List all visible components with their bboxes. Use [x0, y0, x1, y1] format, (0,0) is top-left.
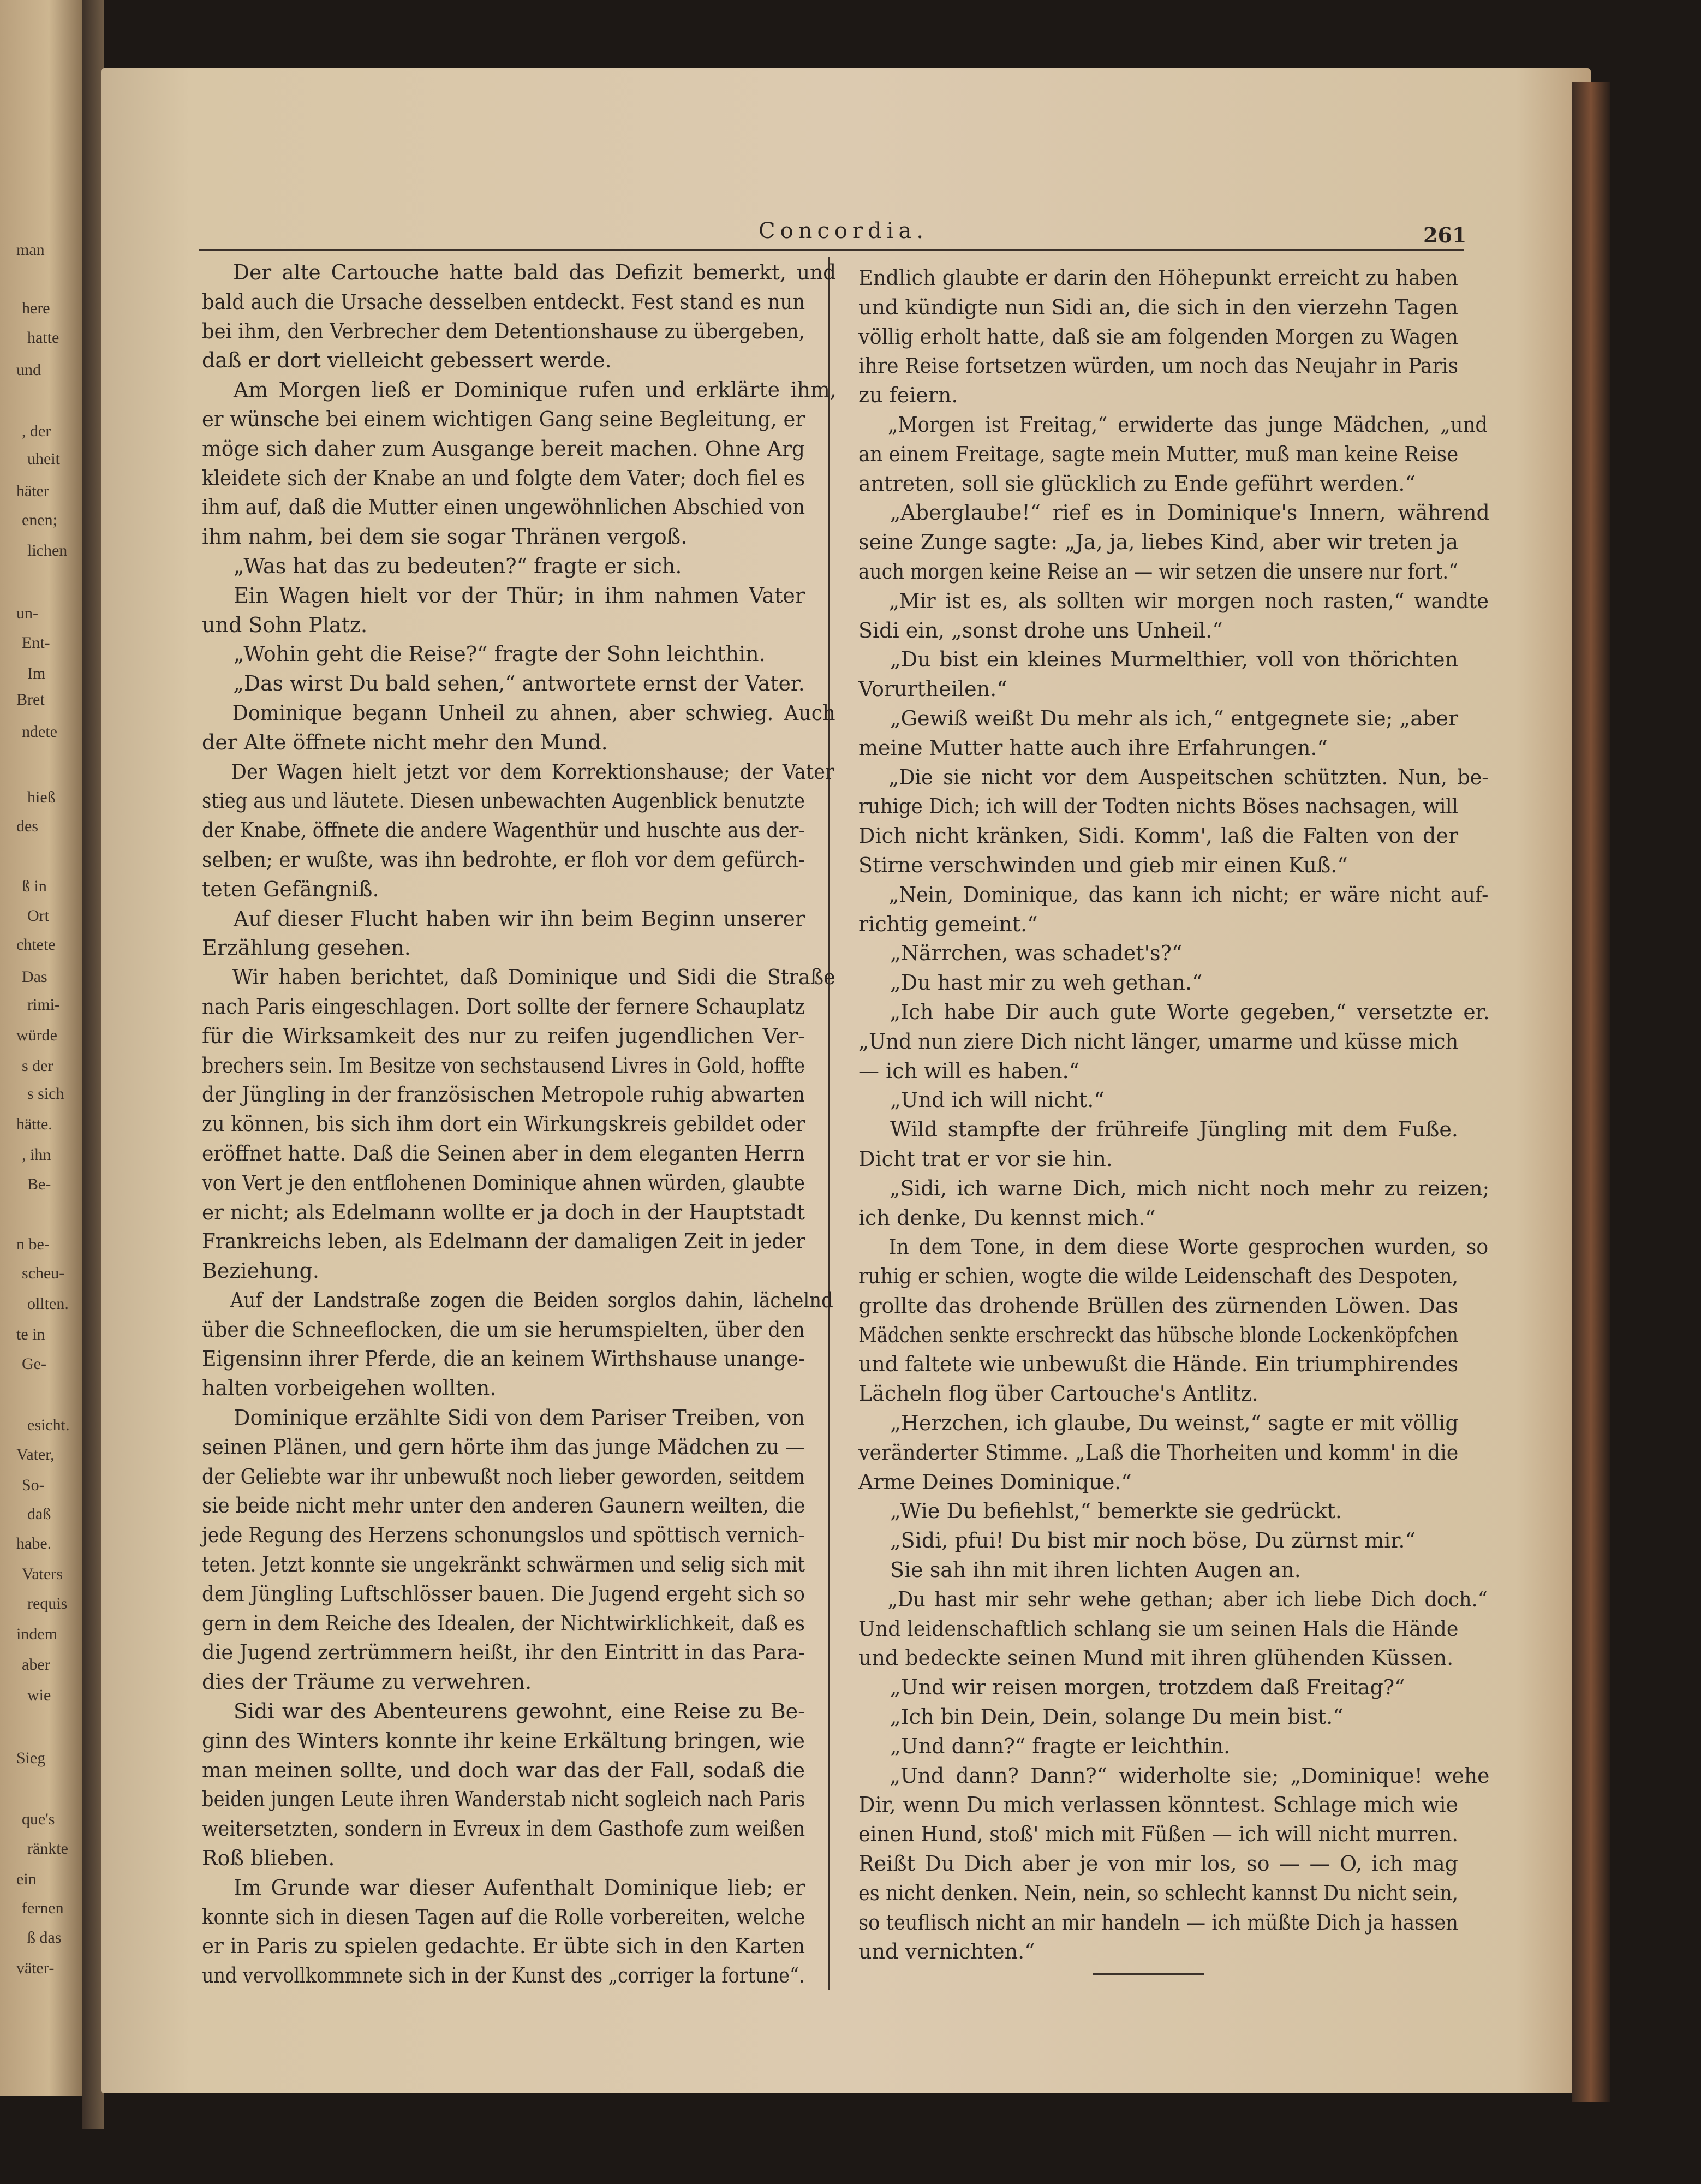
- text-line: „Du hast mir sehr wehe gethan; aber ich liebe Dich doch.“: [887, 1587, 1488, 1611]
- text-line: meine Mutter hatte auch ihre Erfahrungen.“: [858, 735, 1328, 760]
- previous-page-fragment: rimi-: [27, 996, 60, 1014]
- text-line: Dominique erzählte Sidi von dem Pariser Treiben, von: [234, 1406, 805, 1430]
- previous-page-fragment: Sieg: [16, 1749, 46, 1767]
- header-rule: [199, 249, 1464, 251]
- paragraph: [858, 704, 1458, 763]
- previous-page-fragment: man: [16, 241, 45, 259]
- text-line: er wünsche bei einem wichtigen Gang seine Begleitung, er: [202, 407, 805, 431]
- page-number: 261: [1423, 223, 1467, 247]
- text-line: Dominique begann Unheil zu ahnen, aber schwieg. Auch: [232, 700, 835, 725]
- previous-page-fragment: des: [16, 817, 38, 835]
- text-line: der Alte öffnete nicht mehr den Mund.: [202, 730, 608, 754]
- text-line: dem Jüngling Luftschlösser bauen. Die Jugend ergeht sich so: [202, 1581, 805, 1606]
- text-line: über die Schneeflocken, die um sie herumspielten, über den: [202, 1317, 805, 1342]
- text-line: In dem Tone, in dem diese Worte gesprochen wurden, so: [888, 1235, 1489, 1259]
- previous-page-fragment: und: [16, 361, 41, 379]
- previous-page-fragment: , ihn: [22, 1146, 51, 1164]
- text-line: möge sich daher zum Ausgange bereit machen. Ohne Arg: [202, 436, 805, 461]
- text-line: ihm nahm, bei dem sie sogar Thränen vergoß.: [202, 525, 688, 549]
- text-line: Sidi ein, „sonst drohe uns Unheil.“: [858, 618, 1223, 642]
- text-line: „Ich bin Dein, Dein, solange Du mein bist.“: [890, 1705, 1344, 1729]
- previous-page-fragment: aber: [22, 1656, 50, 1674]
- previous-page-fragment: Ort: [27, 907, 49, 925]
- previous-page-fragment: väter-: [16, 1959, 55, 1977]
- text-line: „Du hast mir zu weh gethan.“: [890, 971, 1203, 995]
- text-line: ginn des Winters konnte ihr keine Erkältung bringen, wie: [202, 1728, 805, 1753]
- column-divider: [828, 257, 830, 1990]
- text-line: „Närrchen, was schadet's?“: [890, 941, 1183, 966]
- text-line: zu können, bis sich ihm dort ein Wirkungskreis gebildet oder: [202, 1112, 805, 1136]
- previous-page-fragment: te in: [16, 1325, 45, 1343]
- text-line: „Mir ist es, als sollten wir morgen noch rasten,“ wandte: [888, 588, 1489, 613]
- previous-page-fragment: un-: [16, 604, 38, 622]
- text-line: stieg aus und läutete. Diesen unbewachten Augenblick benutzte: [202, 789, 805, 813]
- paragraph: [858, 1526, 1458, 1556]
- paragraph: [858, 264, 1458, 410]
- previous-page-fragment: indem: [16, 1625, 57, 1643]
- paragraph: [202, 904, 805, 963]
- text-line: „Und wir reisen morgen, trotzdem daß Freitag?“: [890, 1675, 1405, 1700]
- paragraph: [202, 376, 837, 552]
- previous-page-fragment: fernen: [22, 1899, 64, 1917]
- text-line: Vorurtheilen.“: [858, 677, 1007, 701]
- paragraph: [202, 640, 805, 669]
- text-line: Und leidenschaftlich schlang sie um seinen Hals die Hände: [858, 1616, 1459, 1641]
- paragraph: [202, 1403, 805, 1697]
- text-line: Der Wagen hielt jetzt vor dem Korrektionshause; der Vater: [231, 759, 834, 784]
- text-line: Reißt Du Dich aber je von mir los, so — — O, ich mag: [858, 1852, 1458, 1876]
- paragraph: [858, 1409, 1458, 1497]
- previous-page-fragment: hatte: [27, 329, 59, 347]
- previous-page-fragment: Bret: [16, 691, 45, 709]
- previous-page-fragment: s sich: [27, 1085, 64, 1103]
- paragraph: [858, 410, 1488, 498]
- paragraph: [858, 587, 1489, 646]
- text-line: der Knabe, öffnete die andere Wagenthür und huschte aus der-: [202, 818, 805, 843]
- text-line: „Und ich will nicht.“: [890, 1088, 1105, 1112]
- text-line: von Vert je den entflohenen Dominique ahnen würden, glaubte: [202, 1170, 805, 1195]
- text-line: „Wohin geht die Reise?“ fragte der Sohn leichthin.: [234, 642, 766, 666]
- paragraph: [858, 1233, 1489, 1409]
- text-line: der Geliebte war ihr unbewußt noch lieber geworden, seitdem: [202, 1464, 805, 1489]
- text-line: Im Grunde war dieser Aufenthalt Dominique lieb; er: [234, 1875, 805, 1900]
- previous-page-fragment: here: [22, 299, 50, 317]
- text-line: „Wie Du befiehlst,“ bemerkte sie gedrückt.: [890, 1499, 1342, 1524]
- text-line: an einem Freitage, sagte mein Mutter, muß man keine Reise: [858, 442, 1459, 466]
- previous-page-fragment: Vaters: [22, 1565, 63, 1583]
- previous-page-fragment: chtete: [16, 936, 56, 954]
- text-line: Stirne verschwinden und gieb mir einen Kuß.“: [858, 853, 1348, 877]
- book-gutter: [82, 0, 104, 2129]
- previous-page-fragment: ß in: [22, 877, 47, 895]
- paragraph: [858, 1086, 1458, 1115]
- paragraph: [858, 968, 1458, 998]
- text-line: Sie sah ihn mit ihren lichten Augen an.: [890, 1558, 1301, 1582]
- previous-page-fragment: requis: [27, 1594, 68, 1612]
- paragraph: [858, 880, 1489, 939]
- text-line: er nicht; als Edelmann wollte er ja doch in der Hauptstadt: [202, 1200, 805, 1224]
- text-line: „Du bist ein kleines Murmelthier, voll von thörichten: [890, 647, 1458, 672]
- text-line: daß er dort vielleicht gebessert werde.: [202, 348, 612, 373]
- text-line: dies der Träume zu verwehren.: [202, 1670, 532, 1694]
- text-line: man meinen sollte, und doch war das der Fall, sodaß die: [202, 1758, 805, 1782]
- previous-page-fragment: So-: [22, 1476, 45, 1494]
- previous-page-fragment: Das: [22, 968, 47, 986]
- text-line: er in Paris zu spielen gedachte. Er übte sich in den Karten: [202, 1934, 805, 1959]
- text-line: Beziehung.: [202, 1259, 319, 1283]
- paragraph: [858, 1732, 1458, 1762]
- text-line: seinen Plänen, und gern hörte ihm das junge Mädchen zu —: [202, 1435, 805, 1459]
- text-line: Frankreichs leben, als Edelmann der damaligen Zeit in jeder: [202, 1229, 805, 1254]
- text-line: „Gewiß weißt Du mehr als ich,“ entgegnete sie; „aber: [890, 706, 1458, 730]
- text-line: Eigensinn ihrer Pferde, die an keinem Wirthshause unange-: [202, 1347, 805, 1371]
- previous-page-fragment: enen;: [22, 511, 57, 529]
- previous-page-fragment: s der: [22, 1057, 53, 1075]
- previous-page-fragment: ß das: [27, 1929, 62, 1947]
- text-line: der Jüngling in der französischen Metropole ruhig abwarten: [202, 1082, 805, 1107]
- paragraph: [202, 258, 837, 376]
- text-line: Am Morgen ließ er Dominique rufen und erklärte ihm,: [233, 378, 837, 402]
- text-line: grollte das drohende Brüllen des zürnenden Löwen. Das: [858, 1293, 1458, 1318]
- text-line: „Herzchen, ich glaube, Du weinst,“ sagte er mit völlig: [890, 1411, 1459, 1436]
- text-line: bald auch die Ursache desselben entdeckt. Fest stand es nun: [202, 289, 805, 314]
- text-line: brechers sein. Im Besitze von sechstausend Livres in Gold, hoffte: [202, 1053, 805, 1078]
- paragraph: [858, 939, 1458, 968]
- left-column: [202, 258, 837, 1991]
- text-line: Auf dieser Flucht haben wir ihn beim Beginn unserer: [234, 906, 805, 931]
- text-line: ruhig er schien, wogte die wilde Leidenschaft des Despoten,: [858, 1264, 1459, 1289]
- text-line: „Ich habe Dir auch gute Worte gegeben,“ versetzte er.: [890, 999, 1490, 1024]
- text-line: bei ihm, den Verbrecher dem Detentionshause zu übergeben,: [202, 319, 805, 343]
- text-line: Dir, wenn Du mich verlassen könntest. Schlage mich wie: [858, 1793, 1458, 1817]
- previous-page-fragment: häter: [16, 482, 49, 500]
- text-line: „Die sie nicht vor dem Auspeitschen schützten. Nun, be-: [888, 765, 1489, 789]
- text-line: teten. Jetzt konnte sie ungekränkt schwärmen und selig sich mit: [202, 1552, 805, 1577]
- paragraph: [858, 763, 1489, 880]
- previous-page-fragment: ein: [16, 1870, 37, 1888]
- text-line: ihm auf, daß die Mutter einen ungewöhnlichen Abschied von: [202, 495, 805, 520]
- text-line: ruhige Dich; ich will der Todten nichts Böses nachsagen, will: [858, 794, 1458, 819]
- paragraph: [202, 1873, 805, 1991]
- previous-page-fragment: scheu-: [22, 1264, 65, 1282]
- text-line: „Was hat das zu bedeuten?“ fragte er sich.: [234, 554, 682, 578]
- paragraph: [858, 1585, 1488, 1673]
- paragraph: [202, 1697, 805, 1873]
- text-line: beiden jungen Leute ihren Wanderstab nicht sogleich nach Paris: [202, 1787, 805, 1812]
- text-line: veränderter Stimme. „Laß die Thorheiten und komm' in die: [858, 1440, 1459, 1465]
- previous-page-fragment: ollten.: [27, 1295, 69, 1313]
- text-line: teten Gefängniß.: [202, 877, 379, 901]
- paragraph: [202, 963, 835, 1286]
- previous-page-fragment: ndete: [22, 723, 57, 741]
- previous-page-fragment: hieß: [27, 788, 56, 806]
- previous-page-fragment: hätte.: [16, 1115, 52, 1133]
- previous-page-fragment: Vater,: [16, 1445, 55, 1463]
- text-line: gern in dem Reiche des Idealen, der Nichtwirklichkeit, daß es: [202, 1611, 805, 1635]
- text-line: weitersetzten, sondern in Evreux in dem Gasthofe zum weißen: [202, 1817, 805, 1841]
- previous-page-fragment: que's: [22, 1810, 55, 1828]
- text-line: Dicht trat er vor sie hin.: [858, 1146, 1113, 1171]
- text-line: Endlich glaubte er darin den Höhepunkt erreicht zu haben: [858, 266, 1458, 290]
- previous-page-fragment: lichen: [27, 541, 68, 560]
- previous-page-edge: [0, 0, 82, 2096]
- text-line: Lächeln flog über Cartouche's Antlitz.: [858, 1382, 1258, 1406]
- paragraph: [202, 581, 805, 640]
- text-line: und bedeckte seinen Mund mit ihren glühenden Küssen.: [858, 1646, 1454, 1670]
- previous-page-fragment: uheit: [27, 450, 60, 468]
- paragraph: [858, 1115, 1458, 1174]
- text-line: „Nein, Dominique, das kann ich nicht; er wäre nicht auf-: [888, 882, 1489, 907]
- text-line: nach Paris eingeschlagen. Dort sollte der fernere Schauplatz: [202, 994, 805, 1019]
- book-binding-edge: [1572, 82, 1610, 2102]
- previous-page-fragment: habe.: [16, 1534, 52, 1552]
- paragraph: [202, 758, 834, 904]
- previous-page-fragment: n be-: [16, 1235, 50, 1253]
- text-line: Auf der Landstraße zogen die Beiden sorglos dahin, lächelnd: [230, 1288, 833, 1312]
- text-line: halten vorbeigehen wollten.: [202, 1376, 497, 1401]
- text-line: Wir haben berichtet, daß Dominique und Sidi die Straße: [232, 965, 835, 990]
- text-line: völlig erholt hatte, daß sie am folgenden Morgen zu Wagen: [858, 324, 1458, 349]
- previous-page-fragment: wie: [27, 1686, 51, 1704]
- text-line: „Und dann? Dann?“ widerholte sie; „Dominique! wehe: [890, 1763, 1490, 1788]
- text-line: Dich nicht kränken, Sidi. Komm', laß die Falten von der: [858, 824, 1458, 848]
- running-header-title: Concordia.: [759, 218, 929, 243]
- previous-page-fragment: Ge-: [22, 1355, 46, 1373]
- text-line: jede Regung des Herzens schonungslos und spöttisch vernich-: [202, 1523, 805, 1548]
- text-line: Sidi war des Abenteurens gewohnt, eine Reise zu Be-: [234, 1699, 805, 1724]
- text-line: selben; er wußte, was ihn bedrohte, er floh vor dem gefürch-: [202, 847, 805, 872]
- text-line: „Morgen ist Freitag,“ erwiderte das junge Mädchen, „und: [888, 412, 1488, 437]
- paragraph: [202, 669, 805, 699]
- text-line: so teuflisch nicht an mir handeln — ich müßte Dich ja hassen: [858, 1910, 1458, 1935]
- text-line: und vervollkommnete sich in der Kunst des „corriger la fortune“.: [202, 1963, 805, 1988]
- text-line: Roß blieben.: [202, 1846, 335, 1871]
- text-line: Erzählung gesehen.: [202, 936, 411, 960]
- text-line: einen Hund, stoß' mich mit Füßen — ich will nicht murren.: [858, 1822, 1458, 1847]
- previous-page-fragment: Be-: [27, 1175, 51, 1193]
- text-line: und kündigte nun Sidi an, die sich in den vierzehn Tagen: [858, 295, 1458, 319]
- paragraph: [202, 1286, 833, 1403]
- paragraph: [858, 1497, 1458, 1526]
- text-line: Ein Wagen hielt vor der Thür; in ihm nahmen Vater: [234, 583, 805, 608]
- text-line: Mädchen senkte erschreckt das hübsche blonde Lockenköpfchen: [858, 1323, 1459, 1347]
- previous-page-fragment: würde: [16, 1026, 57, 1044]
- text-line: auch morgen keine Reise an — wir setzen die unsere nur fort.“: [858, 559, 1458, 584]
- text-line: und faltete wie unbewußt die Hände. Ein triumphirendes: [858, 1352, 1458, 1377]
- end-ornament-rule: [1093, 1973, 1204, 1975]
- text-line: seine Zunge sagte: „Ja, ja, liebes Kind, aber wir treten ja: [858, 530, 1458, 555]
- text-line: „Das wirst Du bald sehen,“ antwortete ernst der Vater.: [233, 671, 805, 696]
- text-line: sie beide nicht mehr unter den anderen Gaunern weilten, die: [202, 1493, 805, 1518]
- paragraph: [202, 552, 805, 581]
- text-line: und vernichten.“: [858, 1939, 1035, 1964]
- text-line: Der alte Cartouche hatte bald das Defizit bemerkt, und: [233, 260, 837, 284]
- text-line: „Und dann?“ fragte er leichthin.: [890, 1734, 1231, 1758]
- paragraph: [858, 1762, 1490, 1967]
- text-line: antreten, soll sie glücklich zu Ende geführt werden.“: [858, 471, 1416, 496]
- paragraph: [858, 645, 1458, 704]
- text-line: Arme Deines Dominique.“: [858, 1469, 1132, 1494]
- text-line: kleidete sich der Knabe an und folgte dem Vater; doch fiel es: [202, 466, 805, 490]
- text-line: „Sidi, ich warne Dich, mich nicht noch mehr zu reizen;: [890, 1176, 1490, 1200]
- text-line: Wild stampfte der frühreife Jüngling mit dem Fuße.: [890, 1117, 1458, 1142]
- previous-page-fragment: daß: [27, 1505, 51, 1523]
- text-line: konnte sich in diesen Tagen auf die Rolle vorbereiten, welche: [202, 1905, 805, 1929]
- text-line: zu feiern.: [858, 383, 958, 408]
- text-line: — ich will es haben.“: [858, 1058, 1080, 1083]
- text-line: die Jugend zertrümmern heißt, ihr den Eintritt in das Para-: [202, 1640, 805, 1665]
- text-line: „Aberglaube!“ rief es in Dominique's Innern, während: [890, 501, 1490, 525]
- text-line: ihre Reise fortsetzen würden, um noch das Neujahr in Paris: [858, 354, 1458, 378]
- text-line: eröffnet hatte. Daß die Seinen aber in dem eleganten Herrn: [202, 1141, 805, 1165]
- text-line: „Sidi, pfui! Du bist mir noch böse, Du zürnst mir.“: [890, 1528, 1416, 1553]
- text-line: ich denke, Du kennst mich.“: [858, 1205, 1156, 1230]
- text-line: es nicht denken. Nein, nein, so schlecht kannst Du nicht sein,: [858, 1880, 1458, 1905]
- text-line: für die Wirksamkeit des nur zu reifen jugendlichen Ver-: [202, 1023, 805, 1048]
- text-line: „Und nun ziere Dich nicht länger, umarme und küsse mich: [858, 1029, 1459, 1054]
- paragraph: [858, 1673, 1458, 1703]
- text-line: und Sohn Platz.: [202, 612, 368, 637]
- previous-page-fragment: , der: [22, 422, 51, 440]
- paragraph: [858, 1703, 1458, 1732]
- paragraph: [858, 498, 1490, 586]
- previous-page-fragment: Im: [27, 664, 46, 682]
- right-column: [858, 264, 1490, 1967]
- text-line: richtig gemeint.“: [858, 912, 1038, 936]
- paragraph: [202, 699, 835, 758]
- previous-page-fragment: esicht.: [27, 1416, 70, 1434]
- paragraph: [858, 1556, 1458, 1585]
- previous-page-fragment: Ent-: [22, 634, 50, 652]
- previous-page-fragment: ränkte: [27, 1840, 68, 1858]
- paragraph: [858, 1174, 1490, 1233]
- paragraph: [858, 998, 1490, 1086]
